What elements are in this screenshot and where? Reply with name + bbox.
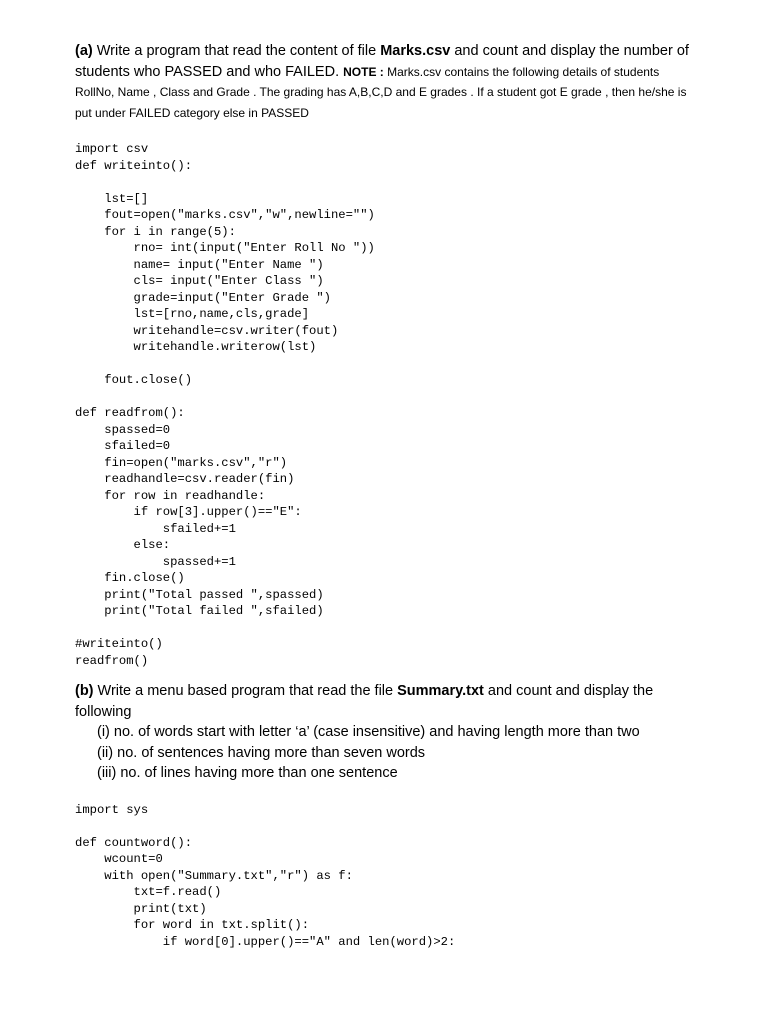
code-line: sfailed=0 [75, 439, 171, 453]
code-line: print("Total failed ",sfailed) [75, 604, 324, 618]
question-a [75, 41, 695, 123]
code-line: else: [75, 538, 171, 552]
spacer [75, 123, 695, 141]
code-block-a [75, 141, 695, 669]
question-a-text-1: Write a program that read the content of file [92, 43, 381, 59]
question-a-file: Marks.csv [380, 43, 451, 59]
code-line [75, 174, 695, 191]
code-line: lst=[] [75, 191, 149, 206]
code-line [75, 389, 695, 406]
code-line: print("Total passed ",spassed) [75, 587, 324, 602]
code-line: sfailed+=1 [75, 521, 236, 536]
code-line: import sys [75, 802, 149, 817]
code-line [75, 620, 695, 637]
code-line: grade=input("Enter Grade ") [75, 290, 331, 305]
code-line: fout.close() [75, 373, 193, 387]
code-line: print(txt) [75, 901, 207, 916]
code-line: def writeinto(): [75, 158, 193, 173]
code-line: writehandle.writerow(lst) [75, 340, 317, 354]
spacer [75, 784, 695, 802]
code-line: #writeinto() [75, 637, 163, 651]
code-block-b [75, 802, 695, 951]
note-text: Marks.csv contains the following details of students RollNo, Name , Class and Grade . The grading has A,B,C,D and E grades . If a student got E grade , then he/she is put under FAILED category else in PASSED [75, 64, 687, 120]
question-b-list [75, 722, 695, 784]
code-line: rno= int(input("Enter Roll No ")) [75, 241, 375, 255]
question-b [75, 681, 695, 722]
code-line: import csv [75, 142, 149, 156]
code-line: def countword(): [75, 835, 193, 850]
question-b-text-2: and count and display the following [75, 683, 654, 720]
code-line: cls= input("Enter Class ") [75, 274, 324, 288]
question-a-label: (a) [75, 43, 93, 59]
list-item: (i) no. of words start with letter ‘a’ (case insensitive) and having length more than two [97, 724, 640, 740]
code-line: wcount=0 [75, 852, 163, 866]
code-line: def readfrom(): [75, 406, 185, 420]
code-line: fin=open("marks.csv","r") [75, 455, 288, 470]
code-line: fout=open("marks.csv","w",newline="") [75, 208, 375, 222]
code-line [75, 356, 695, 373]
question-b-label: (b) [75, 683, 94, 699]
code-line: spassed=0 [75, 422, 171, 437]
code-line: spassed+=1 [75, 554, 236, 569]
question-b-text-1: Write a menu based program that read the file [93, 683, 398, 699]
note-label: NOTE : [343, 64, 384, 79]
code-line: lst=[rno,name,cls,grade] [75, 307, 310, 321]
code-line [75, 818, 695, 835]
code-line: readhandle=csv.reader(fin) [75, 472, 295, 486]
code-line: with open("Summary.txt","r") as f: [75, 868, 353, 883]
code-line: readfrom() [75, 653, 149, 668]
code-line: fin.close() [75, 571, 185, 585]
code-line: for i in range(5): [75, 224, 236, 239]
code-line: writehandle=csv.writer(fout) [75, 323, 339, 338]
code-line: name= input("Enter Name ") [75, 257, 324, 272]
spacer [75, 669, 695, 681]
code-line: txt=f.read() [75, 885, 222, 899]
question-b-file: Summary.txt [397, 683, 484, 699]
code-line: for row in readhandle: [75, 488, 266, 503]
list-item: (iii) no. of lines having more than one sentence [97, 765, 398, 781]
code-line: for word in txt.split(): [75, 918, 310, 932]
code-line: if word[0].upper()=="A" and len(word)>2: [75, 934, 456, 949]
code-line: if row[3].upper()=="E": [75, 505, 302, 519]
document-page [75, 41, 695, 950]
list-item: (ii) no. of sentences having more than seven words [97, 744, 426, 761]
question-a-text-2: and count and display the number of students who PASSED and who FAILED. [75, 43, 689, 80]
